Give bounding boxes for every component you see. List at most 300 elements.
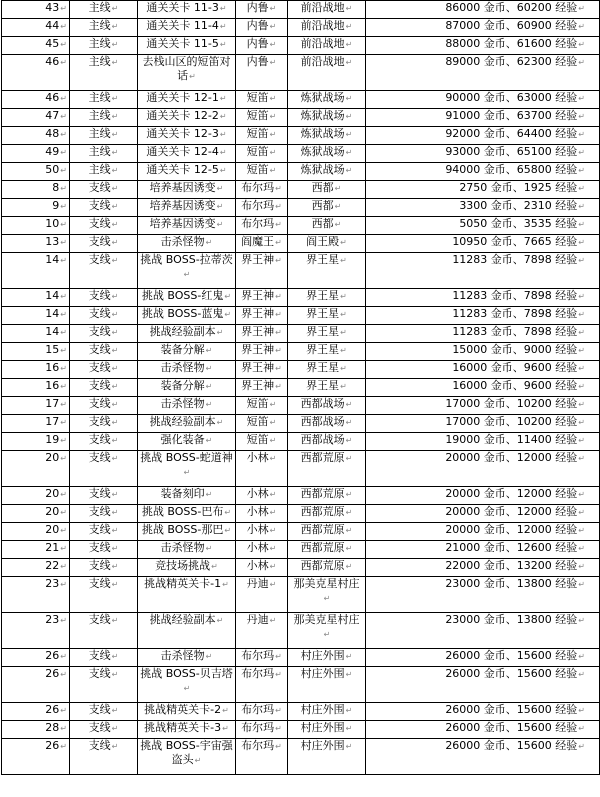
location-cell (288, 19, 366, 37)
npc-cell (236, 541, 288, 559)
paragraph-mark-icon: ↵ (345, 544, 353, 553)
npc-cell (236, 451, 288, 487)
cell-text: 26 (45, 739, 60, 752)
paragraph-mark-icon: ↵ (111, 346, 119, 355)
paragraph-mark-icon: ↵ (275, 238, 282, 247)
paragraph-mark-icon: ↵ (269, 544, 277, 553)
quest-task-cell (138, 199, 236, 217)
paragraph-mark-icon: ↵ (111, 742, 119, 751)
paragraph-mark-icon: ↵ (219, 40, 227, 49)
paragraph-mark-icon: ↵ (345, 742, 353, 751)
cell-text: 西都 (311, 217, 334, 230)
quest-task-cell (138, 289, 236, 307)
paragraph-mark-icon: ↵ (111, 382, 119, 391)
cell-text: 挑战精英关卡-3 (144, 721, 222, 734)
table-row (2, 541, 600, 559)
cell-text: 布尔玛 (241, 181, 275, 194)
cell-text: 小林 (246, 523, 269, 536)
paragraph-mark-icon: ↵ (578, 22, 585, 31)
table-row (2, 109, 600, 127)
paragraph-mark-icon: ↵ (111, 58, 119, 67)
level-cell (2, 127, 70, 145)
cell-text: 支线 (88, 253, 111, 266)
quest-task-cell (138, 91, 236, 109)
cell-text: 16000 金币、9600 经验 (452, 361, 578, 374)
paragraph-mark-icon: ↵ (578, 724, 585, 733)
cell-text: 支线 (88, 433, 111, 446)
paragraph-mark-icon: ↵ (224, 508, 232, 517)
reward-cell (366, 739, 600, 775)
quest-type-cell (70, 217, 138, 235)
paragraph-mark-icon: ↵ (60, 526, 67, 535)
npc-cell (236, 55, 288, 91)
paragraph-mark-icon: ↵ (60, 616, 67, 625)
paragraph-mark-icon: ↵ (60, 580, 67, 589)
cell-text: 挑战经验副本 (149, 415, 216, 428)
paragraph-mark-icon: ↵ (275, 346, 282, 355)
quest-type-cell (70, 541, 138, 559)
paragraph-mark-icon: ↵ (269, 436, 277, 445)
paragraph-mark-icon: ↵ (340, 256, 347, 265)
paragraph-mark-icon: ↵ (111, 670, 119, 679)
paragraph-mark-icon: ↵ (345, 724, 353, 733)
quest-task-cell (138, 433, 236, 451)
cell-text: 西都战场 (300, 397, 345, 410)
quest-task-cell (138, 613, 236, 649)
cell-text: 界王星 (306, 325, 340, 338)
quest-type-cell (70, 307, 138, 325)
table-row (2, 361, 600, 379)
cell-text: 短笛 (246, 397, 269, 410)
cell-text: 挑战经验副本 (149, 325, 216, 338)
cell-text: 西都战场 (300, 415, 345, 428)
cell-text: 支线 (88, 379, 111, 392)
paragraph-mark-icon: ↵ (60, 58, 67, 67)
quest-task-cell (138, 703, 236, 721)
location-cell (288, 649, 366, 667)
paragraph-mark-icon: ↵ (269, 616, 277, 625)
quest-type-cell (70, 505, 138, 523)
paragraph-mark-icon: ↵ (183, 468, 191, 477)
reward-cell (366, 577, 600, 613)
level-cell (2, 721, 70, 739)
cell-text: 93000 金币、65100 经验 (445, 145, 578, 158)
level-cell (2, 739, 70, 775)
quest-task-cell (138, 487, 236, 505)
paragraph-mark-icon: ↵ (578, 220, 585, 229)
cell-text: 支线 (88, 523, 111, 536)
cell-text: 48 (45, 127, 60, 140)
paragraph-mark-icon: ↵ (60, 112, 67, 121)
paragraph-mark-icon: ↵ (111, 256, 119, 265)
cell-text: 主线 (88, 55, 111, 68)
cell-text: 布尔玛 (241, 199, 275, 212)
reward-cell (366, 307, 600, 325)
cell-text: 挑战 BOSS-贝吉塔 (140, 667, 233, 680)
paragraph-mark-icon: ↵ (345, 508, 353, 517)
location-cell (288, 343, 366, 361)
quest-task-cell (138, 1, 236, 19)
reward-cell (366, 703, 600, 721)
paragraph-mark-icon: ↵ (60, 490, 67, 499)
paragraph-mark-icon: ↵ (219, 94, 227, 103)
paragraph-mark-icon: ↵ (205, 490, 213, 499)
level-cell (2, 1, 70, 19)
paragraph-mark-icon: ↵ (111, 202, 119, 211)
paragraph-mark-icon: ↵ (345, 22, 353, 31)
reward-cell (366, 325, 600, 343)
cell-text: 支线 (88, 325, 111, 338)
cell-text: 支线 (88, 613, 111, 626)
npc-cell (236, 325, 288, 343)
quest-type-cell (70, 181, 138, 199)
paragraph-mark-icon: ↵ (60, 724, 67, 733)
quest-type-cell (70, 1, 138, 19)
paragraph-mark-icon: ↵ (578, 256, 585, 265)
cell-text: 19000 金币、11400 经验 (445, 433, 578, 446)
quest-type-cell (70, 199, 138, 217)
reward-cell (366, 505, 600, 523)
table-row (2, 289, 600, 307)
paragraph-mark-icon: ↵ (275, 256, 282, 265)
paragraph-mark-icon: ↵ (345, 166, 353, 175)
cell-text: 西都荒原 (300, 559, 345, 572)
npc-cell (236, 253, 288, 289)
paragraph-mark-icon: ↵ (60, 256, 67, 265)
paragraph-mark-icon: ↵ (224, 292, 232, 301)
paragraph-mark-icon: ↵ (275, 706, 282, 715)
cell-text: 村庄外围 (300, 703, 345, 716)
level-cell (2, 703, 70, 721)
cell-text: 94000 金币、65800 经验 (445, 163, 578, 176)
cell-text: 9 (52, 199, 60, 212)
cell-text: 14 (45, 325, 60, 338)
quest-task-cell (138, 415, 236, 433)
paragraph-mark-icon: ↵ (216, 616, 224, 625)
cell-text: 44 (45, 19, 60, 32)
cell-text: 主线 (88, 19, 111, 32)
paragraph-mark-icon: ↵ (345, 94, 353, 103)
location-cell (288, 1, 366, 19)
cell-text: 支线 (88, 181, 111, 194)
paragraph-mark-icon: ↵ (60, 292, 67, 301)
paragraph-mark-icon: ↵ (60, 184, 67, 193)
level-cell (2, 163, 70, 181)
cell-text: 28 (45, 721, 60, 734)
cell-text: 布尔玛 (241, 217, 275, 230)
paragraph-mark-icon: ↵ (578, 112, 585, 121)
paragraph-mark-icon: ↵ (219, 166, 227, 175)
cell-text: 内鲁 (246, 1, 269, 14)
cell-text: 26000 金币、15600 经验 (445, 649, 578, 662)
reward-cell (366, 55, 600, 91)
location-cell (288, 505, 366, 523)
paragraph-mark-icon: ↵ (60, 706, 67, 715)
paragraph-mark-icon: ↵ (578, 166, 585, 175)
quest-task-cell (138, 127, 236, 145)
paragraph-mark-icon: ↵ (60, 346, 67, 355)
paragraph-mark-icon: ↵ (275, 670, 282, 679)
cell-text: 小林 (246, 451, 269, 464)
paragraph-mark-icon: ↵ (275, 202, 282, 211)
paragraph-mark-icon: ↵ (275, 742, 282, 751)
cell-text: 装备分解 (160, 379, 205, 392)
paragraph-mark-icon: ↵ (189, 72, 196, 81)
paragraph-mark-icon: ↵ (345, 400, 353, 409)
level-cell (2, 91, 70, 109)
reward-cell (366, 433, 600, 451)
quest-type-cell (70, 37, 138, 55)
cell-text: 14 (45, 253, 60, 266)
cell-text: 支线 (88, 451, 111, 464)
reward-cell (366, 181, 600, 199)
cell-text: 挑战 BOSS-蛇道神 (140, 451, 233, 464)
table-row (2, 19, 600, 37)
location-cell (288, 307, 366, 325)
level-cell (2, 37, 70, 55)
paragraph-mark-icon: ↵ (578, 58, 585, 67)
level-cell (2, 361, 70, 379)
table-row (2, 577, 600, 613)
cell-text: 界王神 (241, 379, 275, 392)
cell-text: 短笛 (246, 109, 269, 122)
paragraph-mark-icon: ↵ (345, 418, 353, 427)
location-cell (288, 235, 366, 253)
npc-cell (236, 217, 288, 235)
cell-text: 界王星 (306, 343, 340, 356)
cell-text: 26 (45, 667, 60, 680)
location-cell (288, 91, 366, 109)
reward-cell (366, 343, 600, 361)
cell-text: 小林 (246, 487, 269, 500)
level-cell (2, 253, 70, 289)
quest-type-cell (70, 379, 138, 397)
reward-cell (366, 1, 600, 19)
location-cell (288, 433, 366, 451)
paragraph-mark-icon: ↵ (578, 346, 585, 355)
cell-text: 支线 (88, 199, 111, 212)
quest-task-cell (138, 667, 236, 703)
cell-text: 小林 (246, 559, 269, 572)
paragraph-mark-icon: ↵ (269, 526, 277, 535)
paragraph-mark-icon: ↵ (275, 382, 282, 391)
cell-text: 西都荒原 (300, 505, 345, 518)
cell-text: 支线 (88, 577, 111, 590)
location-cell (288, 721, 366, 739)
level-cell (2, 145, 70, 163)
cell-text: 内鲁 (246, 37, 269, 50)
quest-task-cell (138, 559, 236, 577)
paragraph-mark-icon: ↵ (111, 490, 119, 499)
cell-text: 15 (45, 343, 60, 356)
paragraph-mark-icon: ↵ (269, 400, 277, 409)
paragraph-mark-icon: ↵ (60, 400, 67, 409)
quest-task-cell (138, 55, 236, 91)
paragraph-mark-icon: ↵ (340, 238, 347, 247)
paragraph-mark-icon: ↵ (219, 112, 227, 121)
paragraph-mark-icon: ↵ (578, 562, 585, 571)
cell-text: 去栈山区的短笛对话 (142, 55, 231, 82)
paragraph-mark-icon: ↵ (60, 166, 67, 175)
cell-text: 11283 金币、7898 经验 (452, 289, 578, 302)
location-cell (288, 577, 366, 613)
npc-cell (236, 361, 288, 379)
paragraph-mark-icon: ↵ (345, 40, 353, 49)
cell-text: 通关关卡 12-2 (146, 109, 219, 122)
paragraph-mark-icon: ↵ (269, 166, 277, 175)
level-cell (2, 613, 70, 649)
cell-text: 阎王殿 (306, 235, 340, 248)
paragraph-mark-icon: ↵ (269, 580, 277, 589)
paragraph-mark-icon: ↵ (275, 328, 282, 337)
table-row (2, 451, 600, 487)
table-row (2, 703, 600, 721)
table-row (2, 145, 600, 163)
cell-text: 前沿战地 (300, 19, 345, 32)
cell-text: 主线 (88, 109, 111, 122)
npc-cell (236, 127, 288, 145)
paragraph-mark-icon: ↵ (60, 220, 67, 229)
cell-text: 16000 金币、9600 经验 (452, 379, 578, 392)
paragraph-mark-icon: ↵ (578, 310, 585, 319)
cell-text: 支线 (88, 235, 111, 248)
location-cell (288, 325, 366, 343)
paragraph-mark-icon: ↵ (111, 238, 119, 247)
table-row (2, 325, 600, 343)
npc-cell (236, 181, 288, 199)
reward-cell (366, 37, 600, 55)
cell-text: 20000 金币、12000 经验 (445, 505, 578, 518)
npc-cell (236, 559, 288, 577)
quest-type-cell (70, 613, 138, 649)
paragraph-mark-icon: ↵ (194, 756, 202, 765)
cell-text: 挑战 BOSS-红鬼 (141, 289, 224, 302)
paragraph-mark-icon: ↵ (205, 652, 213, 661)
paragraph-mark-icon: ↵ (340, 382, 347, 391)
table-row (2, 127, 600, 145)
paragraph-mark-icon: ↵ (340, 346, 347, 355)
paragraph-mark-icon: ↵ (183, 684, 191, 693)
location-cell (288, 199, 366, 217)
paragraph-mark-icon: ↵ (60, 328, 67, 337)
cell-text: 挑战 BOSS-蓝鬼 (141, 307, 224, 320)
paragraph-mark-icon: ↵ (216, 220, 224, 229)
cell-text: 11283 金币、7898 经验 (452, 307, 578, 320)
cell-text: 界王神 (241, 253, 275, 266)
cell-text: 支线 (88, 307, 111, 320)
quest-task-cell (138, 361, 236, 379)
paragraph-mark-icon: ↵ (205, 346, 213, 355)
cell-text: 挑战 BOSS-巴布 (141, 505, 224, 518)
paragraph-mark-icon: ↵ (269, 490, 277, 499)
paragraph-mark-icon: ↵ (216, 184, 224, 193)
cell-text: 短笛 (246, 145, 269, 158)
level-cell (2, 55, 70, 91)
paragraph-mark-icon: ↵ (340, 292, 347, 301)
quest-type-cell (70, 721, 138, 739)
reward-cell (366, 541, 600, 559)
level-cell (2, 181, 70, 199)
location-cell (288, 289, 366, 307)
table-row (2, 739, 600, 775)
paragraph-mark-icon: ↵ (334, 202, 342, 211)
cell-text: 支线 (88, 559, 111, 572)
paragraph-mark-icon: ↵ (60, 508, 67, 517)
cell-text: 短笛 (246, 163, 269, 176)
paragraph-mark-icon: ↵ (269, 112, 277, 121)
paragraph-mark-icon: ↵ (111, 22, 119, 31)
paragraph-mark-icon: ↵ (578, 418, 585, 427)
paragraph-mark-icon: ↵ (111, 652, 119, 661)
cell-text: 挑战 BOSS-宇宙强盗头 (140, 739, 233, 766)
cell-text: 17000 金币、10200 经验 (445, 397, 578, 410)
cell-text: 布尔玛 (241, 721, 275, 734)
quest-type-cell (70, 361, 138, 379)
location-cell (288, 613, 366, 649)
reward-cell (366, 487, 600, 505)
paragraph-mark-icon: ↵ (111, 400, 119, 409)
quest-task-cell (138, 253, 236, 289)
paragraph-mark-icon: ↵ (345, 670, 353, 679)
npc-cell (236, 703, 288, 721)
level-cell (2, 325, 70, 343)
paragraph-mark-icon: ↵ (111, 310, 119, 319)
cell-text: 界王神 (241, 343, 275, 356)
location-cell (288, 163, 366, 181)
reward-cell (366, 559, 600, 577)
cell-text: 竞技场挑战 (155, 559, 211, 572)
table-row (2, 235, 600, 253)
cell-text: 那美克星村庄 (293, 577, 360, 590)
paragraph-mark-icon: ↵ (111, 436, 119, 445)
cell-text: 炼狱战场 (300, 91, 345, 104)
reward-cell (366, 217, 600, 235)
cell-text: 22000 金币、13200 经验 (445, 559, 578, 572)
table-row (2, 523, 600, 541)
cell-text: 内鲁 (246, 55, 269, 68)
location-cell (288, 451, 366, 487)
location-cell (288, 523, 366, 541)
paragraph-mark-icon: ↵ (111, 40, 119, 49)
cell-text: 炼狱战场 (300, 127, 345, 140)
quest-type-cell (70, 649, 138, 667)
reward-cell (366, 127, 600, 145)
table-row (2, 199, 600, 217)
quest-task-cell (138, 163, 236, 181)
level-cell (2, 307, 70, 325)
paragraph-mark-icon: ↵ (111, 364, 119, 373)
cell-text: 20 (45, 505, 60, 518)
quest-task-cell (138, 523, 236, 541)
paragraph-mark-icon: ↵ (578, 544, 585, 553)
cell-text: 43 (45, 1, 60, 14)
level-cell (2, 343, 70, 361)
reward-cell (366, 361, 600, 379)
paragraph-mark-icon: ↵ (224, 526, 232, 535)
paragraph-mark-icon: ↵ (578, 202, 585, 211)
location-cell (288, 703, 366, 721)
npc-cell (236, 307, 288, 325)
quest-type-cell (70, 253, 138, 289)
paragraph-mark-icon: ↵ (578, 508, 585, 517)
paragraph-mark-icon: ↵ (345, 490, 353, 499)
location-cell (288, 217, 366, 235)
paragraph-mark-icon: ↵ (578, 454, 585, 463)
cell-text: 支线 (88, 343, 111, 356)
paragraph-mark-icon: ↵ (60, 364, 67, 373)
paragraph-mark-icon: ↵ (219, 22, 227, 31)
table-row (2, 487, 600, 505)
